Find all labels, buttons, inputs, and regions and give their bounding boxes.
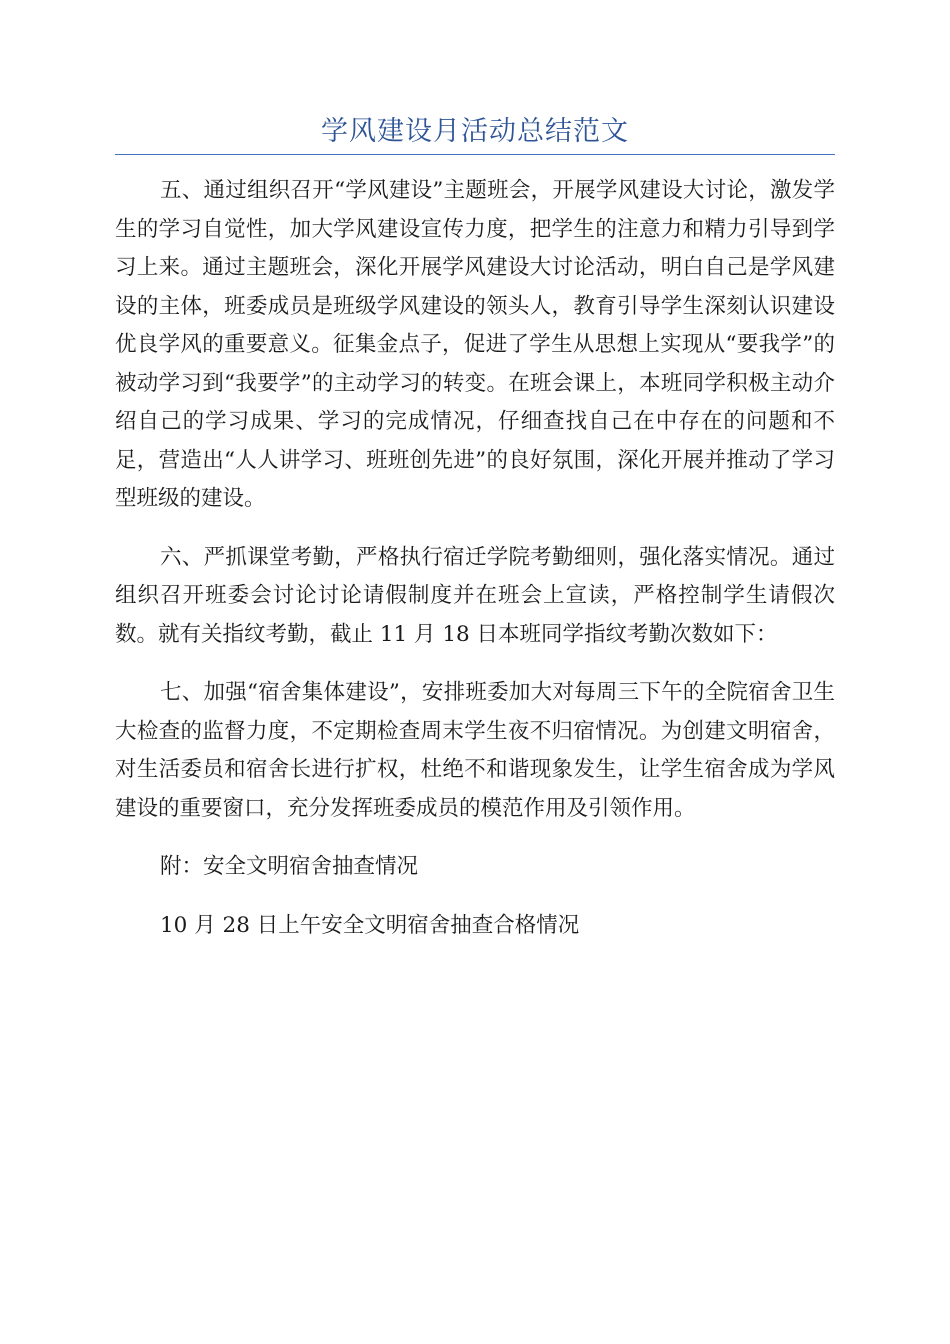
title-underline bbox=[115, 154, 835, 155]
paragraph-5: 五、通过组织召开“学风建设”主题班会，开展学风建设大讨论，激发学生的学习自觉性，加大学风建设宣传力度，把学生的注意力和精力引导到学习上来。通过主题班会，深化开展学风建设大讨论活动，明白自己是学风建设的主体，班委成员是班级学风建设的领头人，教育引导学生深刻认识建设优良学风的重要意义。征集金点子，促进了学生从思想上实现从“要我学”的被动学习到“我要学”的主动学习的转变。在班会课上，本班同学积极主动介绍自己的学习成果、学习的完成情况，仔细查找自己在中存在的问题和不足，营造出“人人讲学习、班班创先进”的良好氛围，深化开展并推动了学习型班级的建设。 bbox=[115, 178, 835, 511]
paragraph-6: 六、严抓课堂考勤，严格执行宿迁学院考勤细则，强化落实情况。通过组织召开班委会讨论讨论请假制度并在班会上宣读，严格控制学生请假次数。就有关指纹考勤，截止 11 月 18 日本班同学指纹考勤次数如下： bbox=[115, 544, 835, 647]
appendix-subheading: 10 月 28 日上午安全文明宿舍抽查合格情况 bbox=[160, 912, 580, 938]
document-body bbox=[115, 172, 835, 965]
paragraph-7: 七、加强“宿舍集体建设”，安排班委加大对每周三下午的全院宿舍卫生大检查的监督力度，不定期检查周末学生夜不归宿情况。为创建文明宿舍，对生活委员和宿舍长进行扩权，杜绝不和谐现象发生，让学生宿舍成为学风建设的重要窗口，充分发挥班委成员的模范作用及引领作用。 bbox=[115, 680, 835, 821]
appendix-heading: 附：安全文明宿舍抽查情况 bbox=[160, 854, 419, 879]
document-title: 学风建设月活动总结范文 bbox=[321, 116, 629, 147]
